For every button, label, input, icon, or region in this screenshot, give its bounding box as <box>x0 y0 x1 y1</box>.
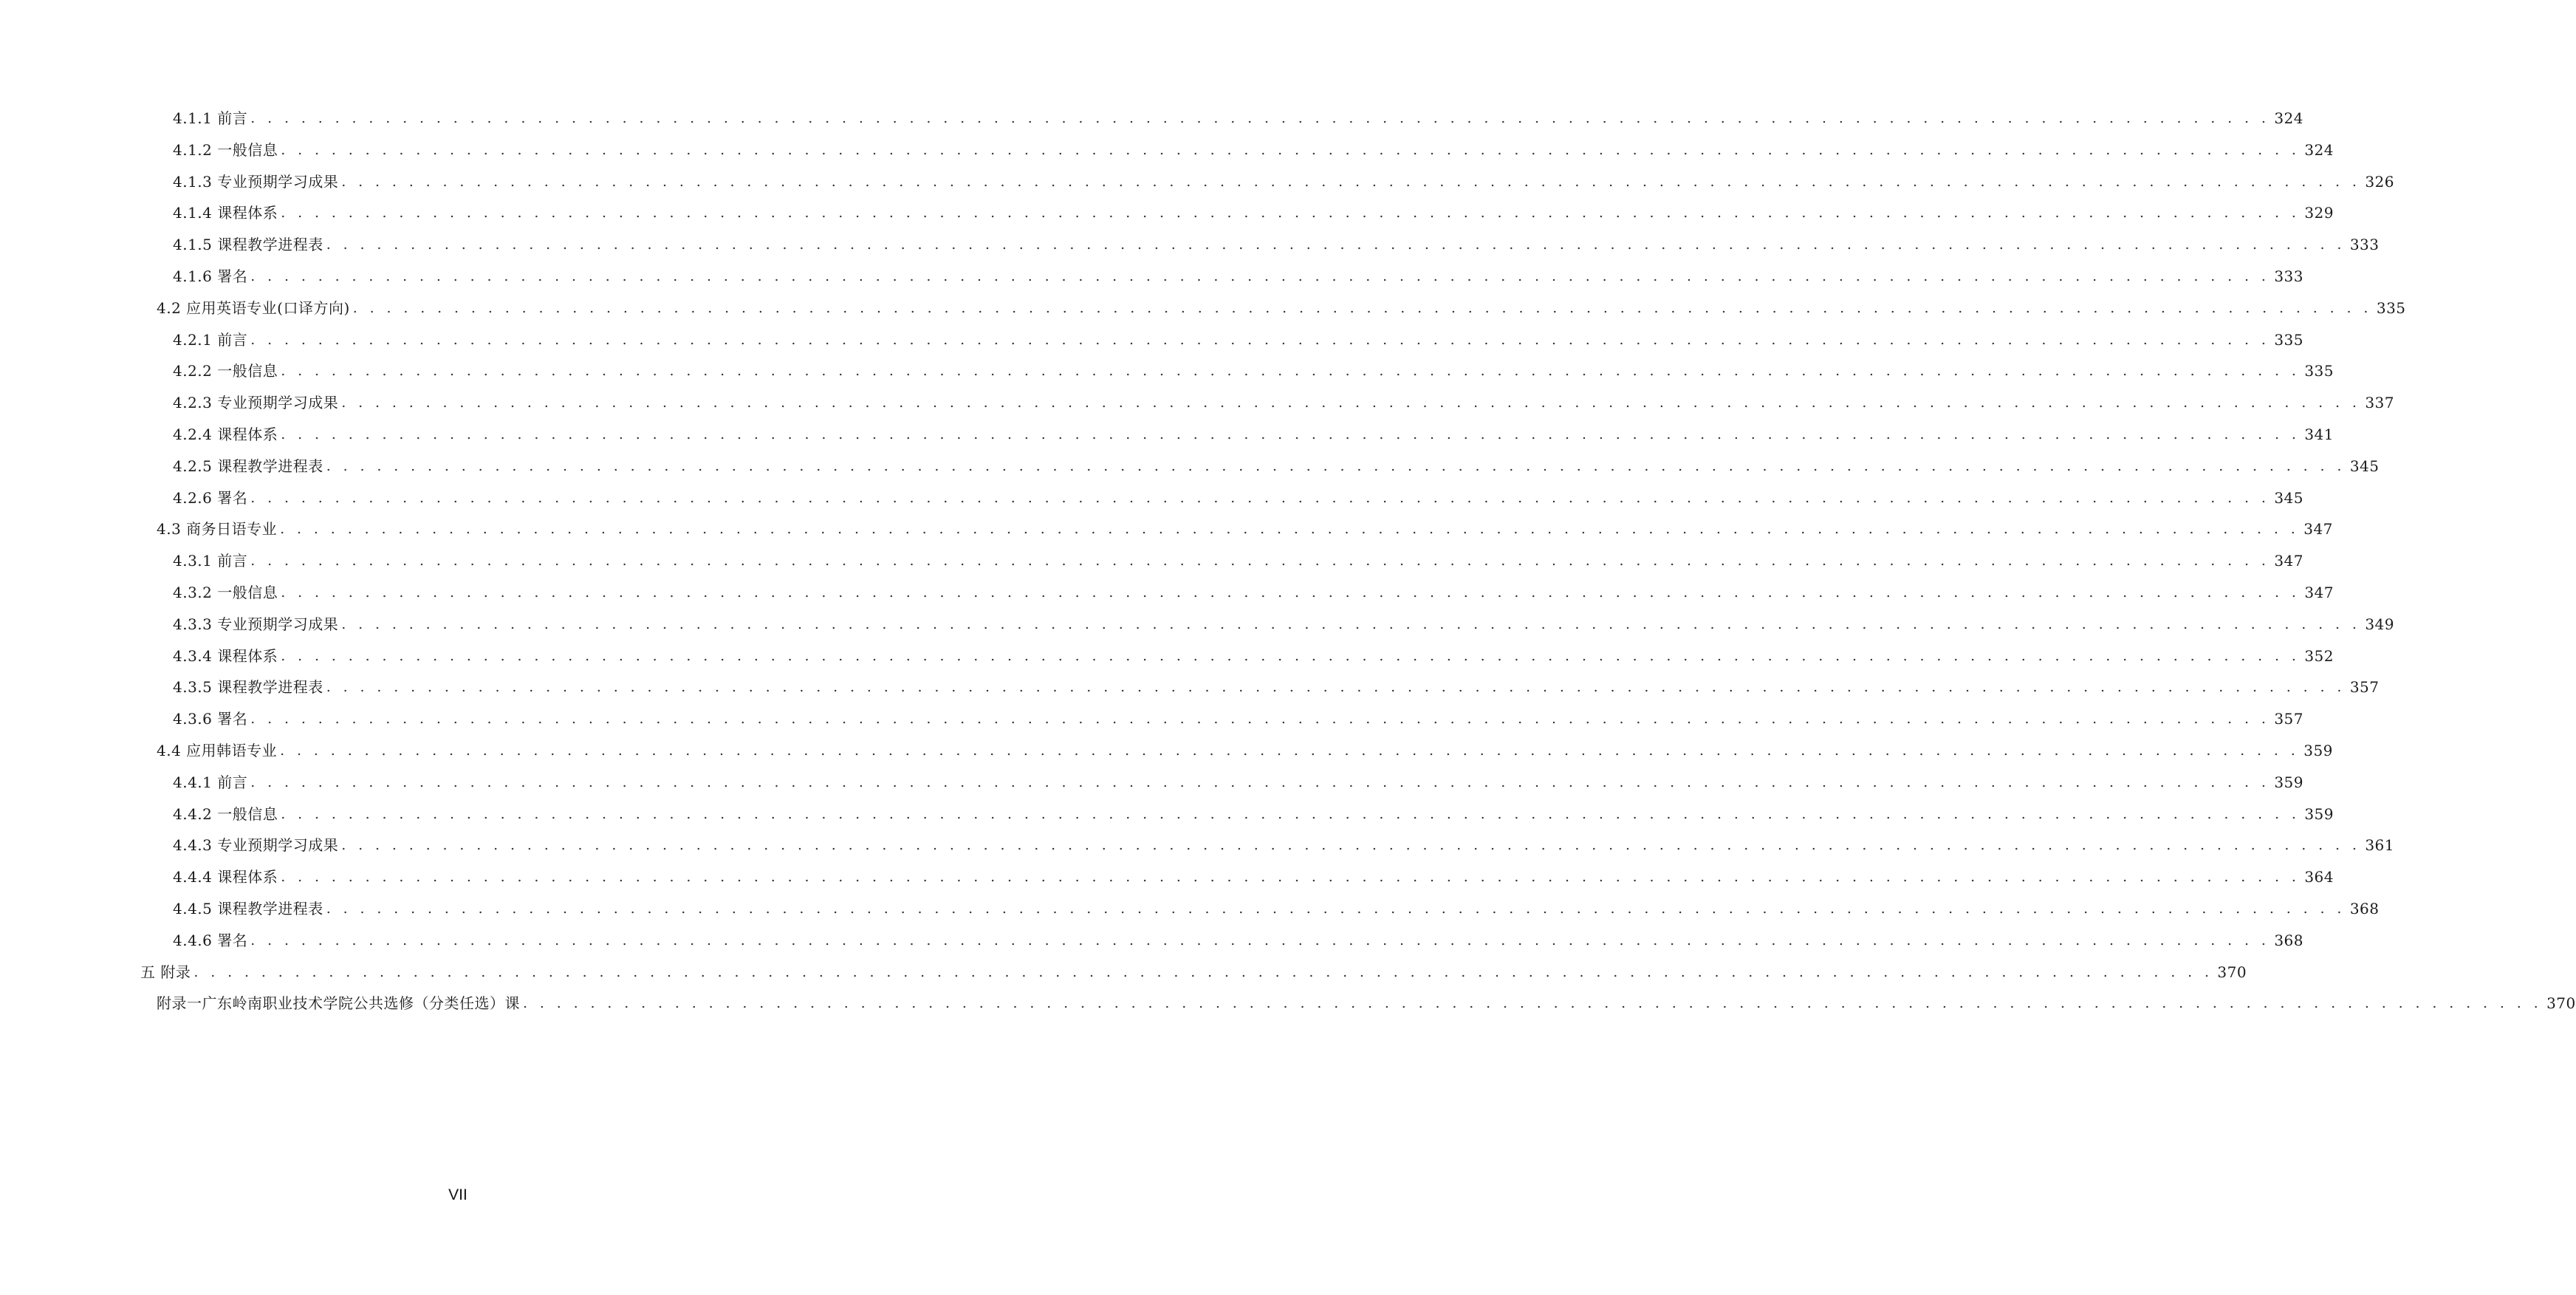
toc-dot-leader: . . . . . . . . . . . . . . . . . . . . . . . . . . . . . . . . . . . . . . . . . . . . . . . . . . . . . . . . . . . . . . . . . . . . . . . . . . . . . . . . . . . . . . . . . . . . . . . . . . . . . . . . . . . . . . . . . . . . . . . . <box>281 205 2301 222</box>
toc-entry[interactable] <box>173 263 2303 285</box>
toc-entry-page: 347 <box>2274 552 2303 570</box>
toc-entry-label: 4.1.1 前言 <box>173 109 248 127</box>
toc-entry-page: 368 <box>2274 931 2303 949</box>
toc-entry-label: 4.4.5 课程教学进程表 <box>173 900 323 918</box>
toc-dot-leader: . . . . . . . . . . . . . . . . . . . . . . . . . . . . . . . . . . . . . . . . . . . . . . . . . . . . . . . . . . . . . . . . . . . . . . . . . . . . . . . . . . . . . . . . . . . . . . . . . . . . . . . . . . . . . . . . . . . . . . . . <box>281 584 2301 601</box>
toc-entry[interactable] <box>157 516 2333 539</box>
toc-entry-page: 341 <box>2304 426 2334 443</box>
toc-dot-leader: . . . . . . . . . . . . . . . . . . . . . . . . . . . . . . . . . . . . . . . . . . . . . . . . . . . . . . . . . . . . . . . . . . . . . . . . . . . . . . . . . . . . . . . . . . . . . . . . . . . . . . . . . . . . . . . . . . . . . . . . <box>250 553 2270 570</box>
toc-dot-leader: . . . . . . . . . . . . . . . . . . . . . . . . . . . . . . . . . . . . . . . . . . . . . . . . . . . . . . . . . . . . . . . . . . . . . . . . . . . . . . . . . . . . . . . . . . . . . . . . . . . . . . . . . . . . . . . . . . . . . . . . <box>193 963 2213 980</box>
toc-entry-page: 357 <box>2274 710 2303 728</box>
toc-entry-page: 335 <box>2274 330 2303 349</box>
toc-dot-leader: . . . . . . . . . . . . . . . . . . . . . . . . . . . . . . . . . . . . . . . . . . . . . . . . . . . . . . . . . . . . . . . . . . . . . . . . . . . . . . . . . . . . . . . . . . . . . . . . . . . . . . . . . . . . . . . . . . . . . . . . <box>341 394 2361 411</box>
toc-entry-label: 4.1.6 署名 <box>173 267 248 285</box>
toc-entry-page: 359 <box>2304 804 2334 823</box>
toc-dot-leader: . . . . . . . . . . . . . . . . . . . . . . . . . . . . . . . . . . . . . . . . . . . . . . . . . . . . . . . . . . . . . . . . . . . . . . . . . . . . . . . . . . . . . . . . . . . . . . . . . . . . . . . . . . . . . . . . . . . . . . . . <box>250 110 2270 126</box>
toc-dot-leader: . . . . . . . . . . . . . . . . . . . . . . . . . . . . . . . . . . . . . . . . . . . . . . . . . . . . . . . . . . . . . . . . . . . . . . . . . . . . . . . . . . . . . . . . . . . . . . . . . . . . . . . . . . . . . . . . . . . . . . . . <box>352 299 2372 316</box>
toc-entry[interactable] <box>173 168 2394 191</box>
toc-entry[interactable] <box>173 231 2380 254</box>
toc-entry[interactable] <box>173 547 2303 570</box>
toc-dot-leader: . . . . . . . . . . . . . . . . . . . . . . . . . . . . . . . . . . . . . . . . . . . . . . . . . . . . . . . . . . . . . . . . . . . . . . . . . . . . . . . . . . . . . . . . . . . . . . . . . . . . . . . . . . . . . . . . . . . . . . . . <box>280 521 2300 538</box>
toc-entry-page: 359 <box>2303 742 2333 759</box>
toc-entry-label: 4.2.5 课程教学进程表 <box>173 457 323 475</box>
toc-entry-label: 4.1.5 课程教学进程表 <box>173 236 323 254</box>
toc-dot-leader: . . . . . . . . . . . . . . . . . . . . . . . . . . . . . . . . . . . . . . . . . . . . . . . . . . . . . . . . . . . . . . . . . . . . . . . . . . . . . . . . . . . . . . . . . . . . . . . . . . . . . . . . . . . . . . . . . . . . . . . . <box>281 363 2301 380</box>
toc-dot-leader: . . . . . . . . . . . . . . . . . . . . . . . . . . . . . . . . . . . . . . . . . . . . . . . . . . . . . . . . . . . . . . . . . . . . . . . . . . . . . . . . . . . . . . . . . . . . . . . . . . . . . . . . . . . . . . . . . . . . . . . . <box>326 236 2346 253</box>
toc-entry-label: 4.1.2 一般信息 <box>173 140 278 159</box>
toc-entry-label: 4.3.4 课程体系 <box>173 646 278 665</box>
toc-entry-page: 337 <box>2365 394 2394 412</box>
toc-entry-page: 345 <box>2349 457 2380 475</box>
toc-entry-page: 368 <box>2349 900 2380 918</box>
toc-entry[interactable] <box>173 453 2380 475</box>
toc-dot-leader: . . . . . . . . . . . . . . . . . . . . . . . . . . . . . . . . . . . . . . . . . . . . . . . . . . . . . . . . . . . . . . . . . . . . . . . . . . . . . . . . . . . . . . . . . . . . . . . . . . . . . . . . . . . . . . . . . . . . . . . . <box>341 615 2361 632</box>
toc-entry-label: 4.1.4 课程体系 <box>173 204 278 222</box>
toc-entry-page: 345 <box>2274 488 2303 507</box>
toc-dot-leader: . . . . . . . . . . . . . . . . . . . . . . . . . . . . . . . . . . . . . . . . . . . . . . . . . . . . . . . . . . . . . . . . . . . . . . . . . . . . . . . . . . . . . . . . . . . . . . . . . . . . . . . . . . . . . . . . . . . . . . . . <box>250 331 2270 348</box>
page-number: VII <box>448 1186 467 1203</box>
toc-dot-leader: . . . . . . . . . . . . . . . . . . . . . . . . . . . . . . . . . . . . . . . . . . . . . . . . . . . . . . . . . . . . . . . . . . . . . . . . . . . . . . . . . . . . . . . . . . . . . . . . . . . . . . . . . . . . . . . . . . . . . . . . <box>326 457 2346 474</box>
toc-entry-label: 4.2.4 课程体系 <box>173 426 278 443</box>
toc-dot-leader: . . . . . . . . . . . . . . . . . . . . . . . . . . . . . . . . . . . . . . . . . . . . . . . . . . . . . . . . . . . . . . . . . . . . . . . . . . . . . . . . . . . . . . . . . . . . . . . . . . . . . . . . . . . . . . . . . . . . . . . . <box>281 141 2301 158</box>
toc-entry-label: 4.2.1 前言 <box>173 330 248 349</box>
toc-entry-page: 352 <box>2304 646 2334 665</box>
toc-dot-leader: . . . . . . . . . . . . . . . . . . . . . . . . . . . . . . . . . . . . . . . . . . . . . . . . . . . . . . . . . . . . . . . . . . . . . . . . . . . . . . . . . . . . . . . . . . . . . . . . . . . . . . . . . . . . . . . . . . . . . . . . <box>281 426 2301 443</box>
toc-entry-label: 4.3.1 前言 <box>173 552 248 570</box>
toc-entry-label: 4.4.1 前言 <box>173 773 248 791</box>
toc-entry[interactable] <box>173 137 2334 159</box>
toc-dot-leader: . . . . . . . . . . . . . . . . . . . . . . . . . . . . . . . . . . . . . . . . . . . . . . . . . . . . . . . . . . . . . . . . . . . . . . . . . . . . . . . . . . . . . . . . . . . . . . . . . . . . . . . . . . . . . . . . . . . . . . . . <box>250 773 2270 790</box>
toc-entry[interactable] <box>173 611 2394 633</box>
toc-entry-page: 329 <box>2304 204 2334 222</box>
toc-entry[interactable] <box>173 358 2334 380</box>
toc-entry-label: 4.1.3 专业预期学习成果 <box>173 172 339 191</box>
toc-dot-leader: . . . . . . . . . . . . . . . . . . . . . . . . . . . . . . . . . . . . . . . . . . . . . . . . . . . . . . . . . . . . . . . . . . . . . . . . . . . . . . . . . . . . . . . . . . . . . . . . . . . . . . . . . . . . . . . . . . . . . . . . <box>250 932 2270 949</box>
toc-entry-page: 347 <box>2304 584 2334 601</box>
toc-dot-leader: . . . . . . . . . . . . . . . . . . . . . . . . . . . . . . . . . . . . . . . . . . . . . . . . . . . . . . . . . . . . . . . . . . . . . . . . . . . . . . . . . . . . . . . . . . . . . . . . . . . . . . . . . . . . . . . . . . . . . . . . <box>341 837 2361 854</box>
toc-dot-leader: . . . . . . . . . . . . . . . . . . . . . . . . . . . . . . . . . . . . . . . . . . . . . . . . . . . . . . . . . . . . . . . . . . . . . . . . . . . . . . . . . . . . . . . . . . . . . . . . . . . . . . . . . . . . . . . . . . . . . . . . <box>250 711 2270 728</box>
toc-entry-page: 357 <box>2349 678 2380 697</box>
toc-entry[interactable] <box>157 737 2333 759</box>
toc-entry-label: 4.2 应用英语专业(口译方向) <box>157 298 350 317</box>
toc-entry-label: 4.3.3 专业预期学习成果 <box>173 615 339 633</box>
toc-entry-page: 359 <box>2274 773 2303 791</box>
toc-entry-label: 4.2.2 一般信息 <box>173 362 278 380</box>
toc-entry[interactable] <box>173 199 2334 222</box>
toc-entry-label: 4.4.2 一般信息 <box>173 804 278 823</box>
toc-entry[interactable] <box>173 485 2303 507</box>
toc-entry[interactable] <box>173 769 2303 791</box>
toc-entry-page: 364 <box>2304 868 2334 886</box>
toc-entry[interactable] <box>157 990 2576 1013</box>
toc-entry[interactable] <box>173 705 2303 728</box>
toc-entry[interactable] <box>173 895 2380 918</box>
toc-entry[interactable] <box>173 927 2303 949</box>
toc-entry[interactable] <box>173 105 2303 127</box>
toc-dot-leader: . . . . . . . . . . . . . . . . . . . . . . . . . . . . . . . . . . . . . . . . . . . . . . . . . . . . . . . . . . . . . . . . . . . . . . . . . . . . . . . . . . . . . . . . . . . . . . . . . . . . . . . . . . . . . . . . . . . . . . . . <box>341 173 2361 190</box>
toc-entry-page: 333 <box>2349 236 2380 254</box>
toc-entry-label: 五 附录 <box>140 963 191 981</box>
toc-entry-label: 4.4.6 署名 <box>173 931 248 949</box>
toc-entry-page: 347 <box>2303 520 2333 539</box>
toc-entry-page: 326 <box>2365 172 2394 191</box>
toc-entry[interactable] <box>173 327 2303 349</box>
toc-entry[interactable] <box>173 421 2334 443</box>
toc-entry[interactable] <box>173 864 2334 886</box>
toc-entry-page: 370 <box>2546 994 2576 1013</box>
toc-dot-leader: . . . . . . . . . . . . . . . . . . . . . . . . . . . . . . . . . . . . . . . . . . . . . . . . . . . . . . . . . . . . . . . . . . . . . . . . . . . . . . . . . . . . . . . . . . . . . . . . . . . . . . . . . . . . . . . . . . . . . . . . <box>250 489 2270 506</box>
toc-entry[interactable] <box>173 643 2334 665</box>
toc-entry[interactable] <box>157 295 2406 317</box>
toc-entry[interactable] <box>173 832 2394 855</box>
toc-entry-label: 4.4 应用韩语专业 <box>157 742 278 759</box>
toc-entry[interactable] <box>173 801 2334 823</box>
toc-entry-page: 335 <box>2376 298 2406 317</box>
toc-entry-page: 361 <box>2365 836 2394 855</box>
toc-entry-label: 4.2.3 专业预期学习成果 <box>173 394 339 412</box>
toc-entry-page: 324 <box>2274 109 2303 127</box>
toc-entry-label: 4.3.6 署名 <box>173 710 248 728</box>
toc-entry[interactable] <box>173 674 2380 697</box>
toc-entry-page: 335 <box>2304 362 2334 380</box>
toc-entry-label: 4.4.4 课程体系 <box>173 868 278 886</box>
toc-entry-page: 333 <box>2274 267 2303 285</box>
toc-entry-label: 4.3.5 课程教学进程表 <box>173 678 323 697</box>
toc-entry[interactable] <box>140 959 2247 981</box>
toc-dot-leader: . . . . . . . . . . . . . . . . . . . . . . . . . . . . . . . . . . . . . . . . . . . . . . . . . . . . . . . . . . . . . . . . . . . . . . . . . . . . . . . . . . . . . . . . . . . . . . . . . . . . . . . . . . . . . . . . . . . . . . . . <box>281 805 2301 822</box>
toc-entry-label: 4.3.2 一般信息 <box>173 584 278 601</box>
toc-dot-leader: . . . . . . . . . . . . . . . . . . . . . . . . . . . . . . . . . . . . . . . . . . . . . . . . . . . . . . . . . . . . . . . . . . . . . . . . . . . . . . . . . . . . . . . . . . . . . . . . . . . . . . . . . . . . . . . . . . . . . . . . <box>326 679 2346 696</box>
toc-entry[interactable] <box>173 579 2334 601</box>
toc-dot-leader: . . . . . . . . . . . . . . . . . . . . . . . . . . . . . . . . . . . . . . . . . . . . . . . . . . . . . . . . . . . . . . . . . . . . . . . . . . . . . . . . . . . . . . . . . . . . . . . . . . . . . . . . . . . . . . . . . . . . . . . . <box>250 268 2270 284</box>
toc-entry-page: 370 <box>2217 963 2247 981</box>
toc-entry-page: 349 <box>2365 615 2394 633</box>
toc-entry-label: 4.4.3 专业预期学习成果 <box>173 836 339 855</box>
toc-dot-leader: . . . . . . . . . . . . . . . . . . . . . . . . . . . . . . . . . . . . . . . . . . . . . . . . . . . . . . . . . . . . . . . . . . . . . . . . . . . . . . . . . . . . . . . . . . . . . . . . . . . . . . . . . . . . . . . . . . . . . . . . <box>281 647 2301 664</box>
toc-dot-leader: . . . . . . . . . . . . . . . . . . . . . . . . . . . . . . . . . . . . . . . . . . . . . . . . . . . . . . . . . . . . . . . . . . . . . . . . . . . . . . . . . . . . . . . . . . . . . . . . . . . . . . . . . . . . . . . . . . . . . . . . <box>326 901 2346 917</box>
toc-entry-page: 324 <box>2304 140 2334 159</box>
toc-entry-label: 4.2.6 署名 <box>173 488 248 507</box>
toc-entry-label: 4.3 商务日语专业 <box>157 520 278 539</box>
toc-dot-leader: . . . . . . . . . . . . . . . . . . . . . . . . . . . . . . . . . . . . . . . . . . . . . . . . . . . . . . . . . . . . . . . . . . . . . . . . . . . . . . . . . . . . . . . . . . . . . . . . . . . . . . . . . . . . . . . . . . . . . . . . <box>281 869 2301 886</box>
toc-dot-leader: . . . . . . . . . . . . . . . . . . . . . . . . . . . . . . . . . . . . . . . . . . . . . . . . . . . . . . . . . . . . . . . . . . . . . . . . . . . . . . . . . . . . . . . . . . . . . . . . . . . . . . . . . . . . . . . . . . . . . . . . <box>280 742 2300 759</box>
toc-entry[interactable] <box>173 389 2394 412</box>
toc-entry-label: 附录一广东岭南职业技术学院公共选修（分类任选）课 <box>157 994 520 1013</box>
toc-dot-leader: . . . . . . . . . . . . . . . . . . . . . . . . . . . . . . . . . . . . . . . . . . . . . . . . . . . . . . . . . . . . . . . . . . . . . . . . . . . . . . . . . . . . . . . . . . . . . . . . . . . . . . . . . . . . . . . . . . . . . . . . <box>523 995 2543 1012</box>
